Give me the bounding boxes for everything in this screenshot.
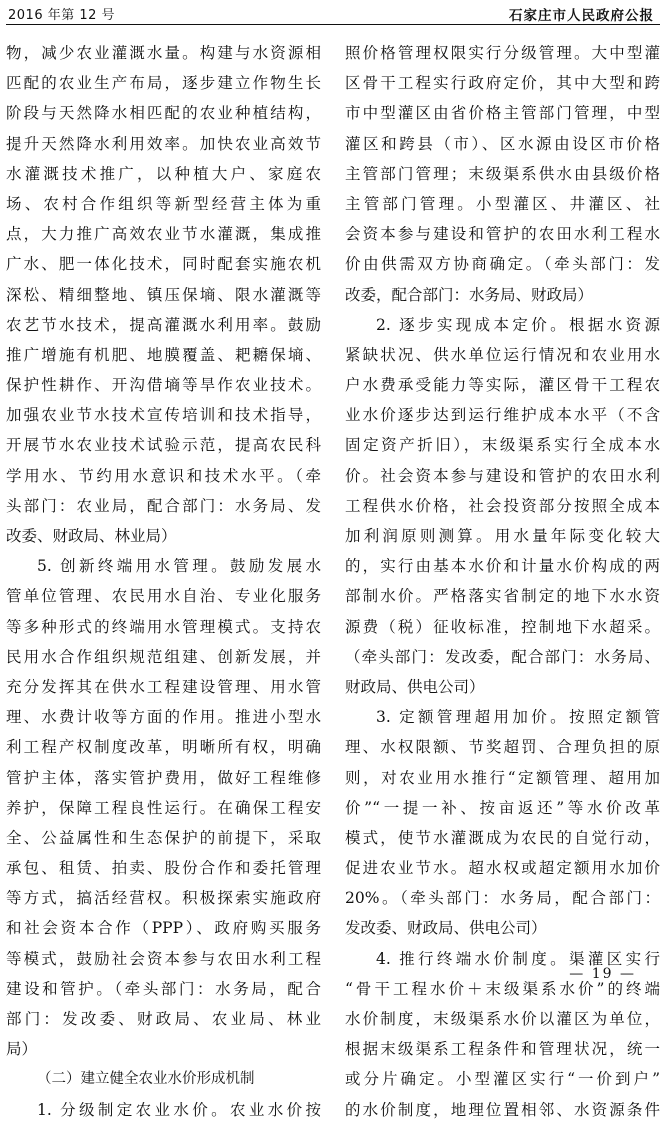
text-line: 价。社会资本参与建设和管护的农田水利 (345, 466, 660, 485)
text-line: 照价格管理权限实行分级管理。大中型灌 (345, 44, 660, 62)
text-line: 促进农业节水。超水权或超定额用水加价 (345, 859, 660, 878)
text-line: 改委，配合部门：水务局、财政局） (345, 285, 594, 304)
text-line: 区骨干工程实行政府定价，其中大型和跨 (345, 74, 660, 93)
item-heading-line: 4. 推行终端水价制度。渠灌区实行 (376, 949, 660, 968)
text-line: 部制水价。严格落实省制定的地下水水资 (345, 587, 660, 606)
text-line: 部门：发改委、财政局、农业局、林业 (6, 1010, 321, 1028)
text-line: 工程供水价格，社会投资部分按照全成本 (345, 496, 660, 515)
text-line: 根据末级渠系工程条件和管理状况，统一 (345, 1040, 660, 1059)
text-line: 灌区和跨县（市）、区水源由设区市价格 (345, 134, 660, 153)
text-line: 养护，保障工程良性运行。在确保工程安 (6, 798, 321, 817)
text-line: （牵头部门：发改委，配合部门：水务局、 (345, 647, 660, 666)
text-line: 提升天然降水利用效率。加快农业高效节 (6, 134, 321, 153)
text-line: 和社会资本合作（PPP）、政府购买服务 (6, 919, 321, 938)
text-line: 主管部门管理。小型灌区、井灌区、社 (345, 194, 660, 213)
text-line: 利工程产权制度改革，明晰所有权，明确 (6, 738, 321, 757)
text-line: 建设和管护。（牵头部门：水务局，配合 (6, 979, 321, 998)
issue-label: 2016 年第 12 号 (8, 8, 116, 23)
left-column (6, 38, 321, 1125)
text-line: 开展节水农业技术试验示范，提高农民科 (6, 436, 321, 455)
item-heading-line: 2. 逐步实现成本定价。根据水资源 (376, 315, 660, 334)
text-line: 市中型灌区由省价格主管部门管理，中型 (345, 104, 660, 123)
right-column (345, 38, 660, 1125)
text-line: 阶段与天然降水相匹配的农业种植结构， (6, 104, 321, 123)
text-line: 财政局、供电公司） (345, 677, 485, 696)
text-line: 全、公益属性和生态保护的前提下，采取 (6, 828, 321, 847)
text-line: 承包、租赁、拍卖、股份合作和委托管理 (6, 859, 321, 878)
text-line: 局） (6, 1040, 38, 1059)
item-heading-line: 3. 定额管理超用加价。按照定额管 (376, 708, 660, 727)
text-line: 保护性耕作、开沟借墒等旱作农业技术。 (6, 376, 321, 395)
text-line: 农艺节水技术，提高灌溉水利用率。鼓励 (6, 315, 321, 334)
text-line: 紧缺状况、供水单位运行情况和农业用水 (345, 345, 660, 364)
text-line: 匹配的农业生产布局，逐步建立作物生长 (6, 74, 321, 93)
text-line: 学用水、节约用水意识和技术水平。（牵 (6, 466, 321, 485)
text-line: 深松、精细整地、镇压保墒、限水灌溉等 (6, 285, 321, 304)
text-line: 业水价逐步达到运行维护成本水平（不含 (345, 406, 660, 425)
item-heading-line: 5. 创新终端用水管理。鼓励发展水 (37, 557, 321, 576)
text-line: 水灌溉技术推广，以种植大户、家庭农 (6, 164, 321, 183)
text-line: 价”“一提一补、按亩返还”等水价改革 (345, 798, 660, 817)
text-line: 等模式，鼓励社会资本参与农田水利工程 (6, 949, 321, 968)
text-line: 价由供需双方协商确定。（牵头部门：发 (345, 255, 660, 274)
header-rule (6, 24, 660, 25)
text-line: 改委、财政局、林业局） (6, 527, 177, 545)
text-line: 会资本参与建设和管护的农田水利工程水 (345, 225, 660, 244)
text-line: 管单位管理、农民用水自治、专业化服务 (6, 587, 321, 606)
text-line: 水价制度，末级渠系水价以灌区为单位， (345, 1010, 660, 1028)
text-line: “骨干工程水价＋末级渠系水价”的终端 (345, 979, 660, 998)
text-line: 推广增施有机肥、地膜覆盖、耙耱保墒、 (6, 345, 321, 364)
text-line: 加利润原则测算。用水量年际变化较大 (345, 527, 660, 545)
text-line: 物，减少农业灌溉水量。构建与水资源相 (6, 44, 321, 62)
text-line: 理、水权限额、节奖超罚、合理负担的原 (345, 738, 660, 757)
text-line: 头部门：农业局，配合部门：水务局、发 (6, 496, 321, 515)
text-line: 加强农业节水技术宣传培训和技术指导， (6, 406, 321, 425)
text-line: 的，实行由基本水价和计量水价构成的两 (345, 557, 660, 576)
text-line: 则，对农业用水推行“定额管理、超用加 (345, 768, 660, 787)
text-line: 发改委、财政局、供电公司） (345, 919, 547, 938)
publication-title: 石家庄市人民政府公报 (509, 8, 654, 24)
text-line: 场、农村合作组织等新型经营主体为重 (6, 194, 321, 213)
text-line: 20%。（牵头部门：水务局，配合部门： (345, 889, 660, 908)
text-line: 户水费承受能力等实际，灌区骨干工程农 (345, 376, 660, 395)
section-subheading: （二）建立健全农业水价形成机制 (37, 1071, 255, 1088)
text-line: 或分片确定。小型灌区实行“一价到户” (345, 1070, 660, 1089)
text-line: 模式，使节水灌溉成为农民的自觉行动， (345, 828, 660, 847)
text-line: 源费（税）征收标准，控制地下水超采。 (345, 617, 660, 636)
text-line: 点，大力推广高效农业节水灌溉，集成推 (6, 225, 321, 244)
text-line: 充分发挥其在供水工程建设管理、用水管 (6, 677, 321, 696)
text-line: 主管部门管理；末级渠系供水由县级价格 (345, 164, 660, 183)
text-line: 理、水费计收等方面的作用。推进小型水 (6, 708, 321, 727)
text-line: 管护主体，落实管护费用，做好工程维修 (6, 768, 321, 787)
text-line: 等方式，搞活经营权。积极探索实施政府 (6, 889, 321, 908)
text-line: 广水、肥一体化技术，同时配套实施农机 (6, 255, 321, 274)
text-line: 民用水合作组织规范组建、创新发展，并 (6, 647, 321, 666)
item-heading-line: 1. 分级制定农业水价。农业水价按 (37, 1100, 321, 1119)
text-line: 固定资产折旧），末级渠系实行全成本水 (345, 436, 660, 455)
page-number: — 19 — (569, 966, 636, 982)
text-line: 等多种形式的终端用水管理模式。支持农 (6, 617, 321, 636)
text-line: 的水价制度，地理位置相邻、水资源条件 (345, 1100, 660, 1119)
page-header (0, 0, 666, 24)
